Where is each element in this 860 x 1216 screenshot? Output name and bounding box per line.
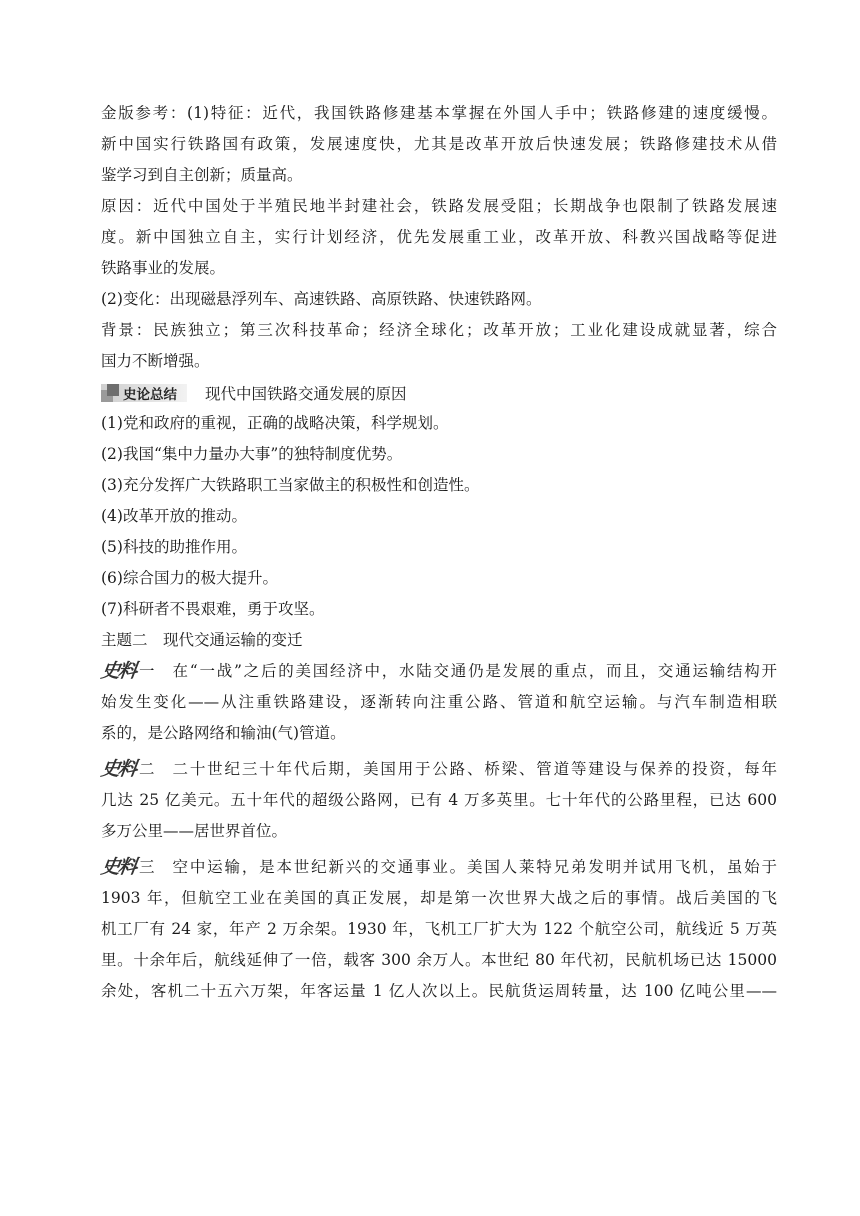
summary-item: (2)我国“集中力量办大事”的独特制度优势。	[101, 445, 403, 463]
source-line: 余处，客机二十五六万架，年客运量 1 亿人次以上。民航货运周转量，达 100 亿吨公里——	[101, 982, 777, 1000]
source-number: 一	[139, 662, 155, 680]
source-first-line	[101, 656, 777, 687]
source-mark: 史料	[99, 856, 137, 878]
answer-line: 背景：民族独立；第三次科技革命；经济全球化；改革开放；工业化建设成就显著，综合	[101, 321, 777, 339]
source-first-line	[101, 754, 777, 785]
source-line: 几达 25 亿美元。五十年代的超级公路网，已有 4 万多英里。七十年代的公路里程，已达 600	[101, 791, 777, 809]
summary-item: (1)党和政府的重视，正确的战略决策，科学规划。	[101, 414, 449, 432]
source-line: 多万公里——居世界首位。	[101, 822, 288, 840]
answer-line: 度。新中国独立自主，实行计划经济，优先发展重工业，改革开放、科教兴国战略等促进	[101, 228, 777, 246]
summary-badge	[101, 384, 187, 402]
theme-title: 主题二 现代交通运输的变迁	[101, 631, 303, 649]
squares-icon	[101, 384, 119, 402]
source-text: 二十世纪三十年代后期，美国用于公路、桥梁、管道等建设与保养的投资，每年	[172, 760, 777, 778]
source-mark: 史料	[99, 758, 137, 780]
summary-header	[101, 377, 777, 408]
summary-item: (5)科技的助推作用。	[101, 538, 247, 556]
source-text: 空中运输，是本世纪新兴的交通事业。美国人莱特兄弟发明并试用飞机，虽始于	[172, 858, 777, 876]
answer-line: 铁路事业的发展。	[101, 259, 226, 277]
summary-title: 现代中国铁路交通发展的原因	[205, 384, 407, 403]
summary-item: (4)改革开放的推动。	[101, 507, 247, 525]
summary-item: (7)科研者不畏艰难，勇于攻坚。	[101, 600, 325, 618]
answer-line: 金版参考：(1)特征：近代，我国铁路修建基本掌握在外国人手中；铁路修建的速度缓慢。	[101, 104, 777, 122]
source-text: 在“一战”之后的美国经济中，水陆交通仍是发展的重点，而且，交通运输结构开	[172, 662, 777, 680]
page-content	[101, 98, 777, 1007]
source-number: 二	[139, 760, 155, 778]
source-line: 系的，是公路网络和输油(气)管道。	[101, 724, 346, 742]
source-line: 里。十余年后，航线延伸了一倍，载客 300 余万人。本世纪 80 年代初，民航机场已达 15000	[101, 951, 777, 969]
source-block	[101, 754, 777, 847]
answer-line: 新中国实行铁路国有政策，发展速度快，尤其是改革开放后快速发展；铁路修建技术从借	[101, 135, 777, 153]
source-block	[101, 656, 777, 749]
source-number: 三	[139, 858, 155, 876]
source-line: 1903 年，但航空工业在美国的真正发展，却是第一次世界大战之后的事情。战后美国的飞	[101, 889, 777, 907]
summary-item: (6)综合国力的极大提升。	[101, 569, 278, 587]
source-mark: 史料	[99, 660, 137, 682]
summary-badge-label: 史论总结	[123, 386, 177, 403]
answer-line: (2)变化：出现磁悬浮列车、高速铁路、高原铁路、快速铁路网。	[101, 290, 542, 308]
answer-line: 国力不断增强。	[101, 352, 210, 370]
summary-section	[101, 377, 777, 625]
source-block	[101, 852, 777, 1007]
answer-line: 鉴学习到自主创新；质量高。	[101, 166, 303, 184]
summary-item: (3)充分发挥广大铁路职工当家做主的积极性和创造性。	[101, 476, 480, 494]
source-first-line	[101, 852, 777, 883]
answer-section	[101, 98, 777, 377]
source-line: 始发生变化——从注重铁路建设，逐渐转向注重公路、管道和航空运输。与汽车制造相联	[101, 693, 777, 711]
source-line: 机工厂有 24 家，年产 2 万余架。1930 年，飞机工厂扩大为 122 个航空公司，航线近 5 万英	[101, 920, 777, 938]
answer-line: 原因：近代中国处于半殖民地半封建社会，铁路发展受阻；长期战争也限制了铁路发展速	[101, 197, 777, 215]
